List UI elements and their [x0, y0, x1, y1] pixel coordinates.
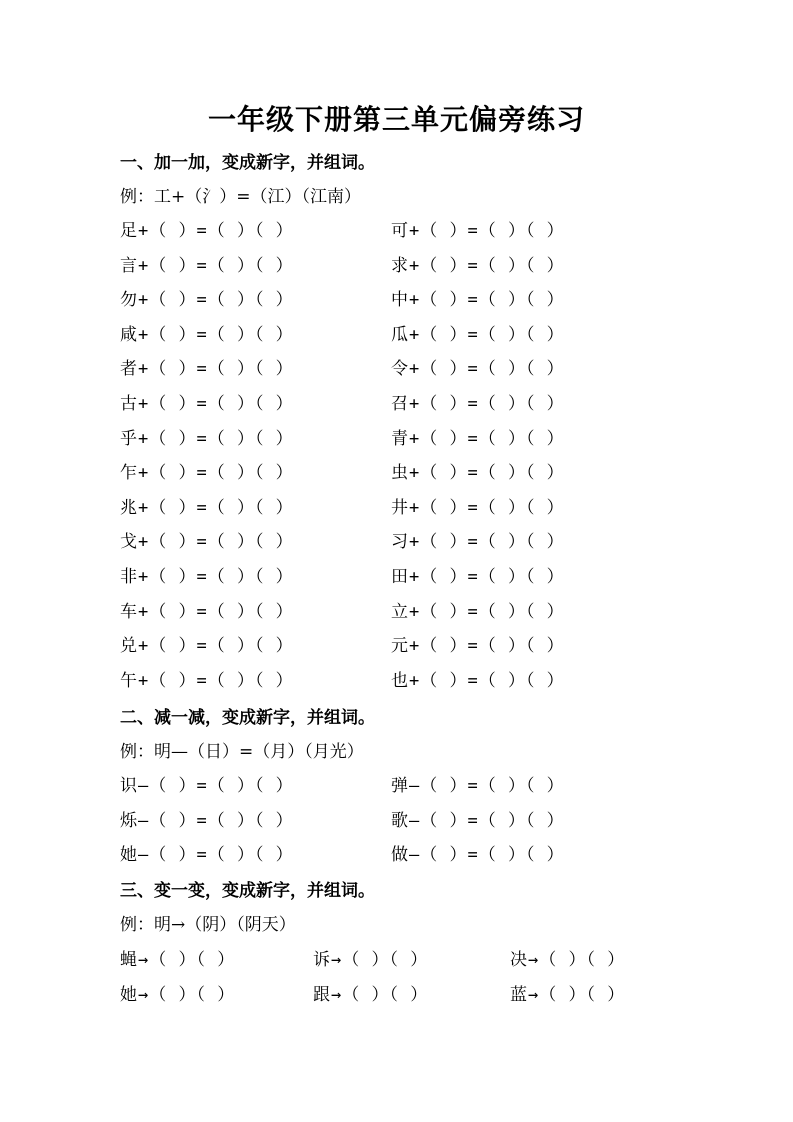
exercise-row — [0, 216, 793, 246]
exercise-item — [391, 493, 565, 518]
exercise-row — [0, 458, 793, 488]
answer-blanks: +（ ）=（ ）（ ） — [409, 532, 565, 553]
exercise-item — [391, 216, 565, 241]
answer-blanks: +（ ）=（ ）（ ） — [138, 463, 294, 484]
page-title: 一年级下册第三单元偏旁练习 — [207, 103, 585, 136]
exercise-item — [120, 840, 294, 865]
exercise-item — [391, 631, 565, 656]
answer-blanks: +（ ）=（ ）（ ） — [409, 428, 565, 449]
exercise-row — [0, 840, 793, 870]
base-character: 青 — [391, 428, 409, 449]
exercise-row — [0, 771, 793, 801]
base-character: 歌 — [391, 810, 409, 831]
answer-blanks: +（ ）=（ ）（ ） — [409, 394, 565, 414]
exercise-item — [391, 806, 565, 831]
exercise-row — [0, 562, 793, 592]
base-character: 言 — [120, 255, 138, 276]
base-character: 车 — [120, 601, 138, 622]
base-character: 烁 — [120, 810, 138, 831]
exercise-item — [120, 806, 294, 831]
exercise-item — [120, 980, 235, 1005]
answer-blanks: +（ ）=（ ）（ ） — [409, 324, 565, 345]
base-character: 令 — [391, 359, 409, 380]
exercise-row — [0, 945, 793, 975]
exercise-item — [120, 320, 294, 345]
answer-blanks: +（ ）=（ ）（ ） — [138, 601, 294, 622]
base-character: 咸 — [120, 324, 138, 345]
base-character: 立 — [391, 601, 409, 622]
base-character: 弹 — [391, 776, 409, 796]
base-character: 乎 — [120, 428, 138, 449]
exercise-row — [0, 980, 793, 1010]
exercise-item — [120, 354, 294, 379]
base-character: 勿 — [120, 290, 138, 311]
answer-blanks: →（ ）（ ） — [528, 984, 626, 1005]
base-character: 井 — [391, 497, 409, 518]
base-character: 跟 — [313, 984, 331, 1005]
exercise-item — [120, 597, 294, 622]
exercise-item — [120, 631, 294, 656]
answer-blanks: —（ ）=（ ）（ ） — [138, 776, 294, 796]
answer-blanks: +（ ）=（ ）（ ） — [409, 255, 565, 276]
base-character: 古 — [120, 394, 138, 414]
base-character: 戈 — [120, 532, 138, 553]
base-character: 元 — [391, 636, 409, 657]
answer-blanks: →（ ）（ ） — [331, 950, 429, 970]
exercise-row — [0, 320, 793, 350]
answer-blanks: +（ ）=（ ）（ ） — [138, 670, 294, 691]
base-character: 她 — [120, 845, 138, 866]
exercise-item — [120, 285, 294, 310]
answer-blanks: —（ ）=（ ）（ ） — [409, 776, 565, 796]
exercise-row — [0, 424, 793, 454]
exercise-item — [391, 771, 565, 796]
answer-blanks: +（ ）=（ ）（ ） — [409, 290, 565, 311]
answer-blanks: →（ ）（ ） — [138, 984, 236, 1005]
base-character: 她 — [120, 984, 138, 1005]
section1-heading: 一、加一加，变成新字，并组词。 — [120, 153, 375, 173]
answer-blanks: +（ ）=（ ）（ ） — [138, 497, 294, 518]
base-character: 者 — [120, 359, 138, 380]
base-character: 诉 — [313, 950, 331, 970]
base-character: 做 — [391, 845, 409, 866]
base-character: 田 — [391, 567, 409, 587]
base-character: 兆 — [120, 497, 138, 518]
exercise-item — [120, 458, 294, 483]
answer-blanks: +（ ）=（ ）（ ） — [409, 567, 565, 587]
answer-blanks: +（ ）=（ ）（ ） — [409, 601, 565, 622]
answer-blanks: +（ ）=（ ）（ ） — [138, 636, 294, 657]
answer-blanks: +（ ）=（ ）（ ） — [409, 636, 565, 657]
section2-example: 例：明—（日）=（月）（月光） — [120, 742, 364, 762]
base-character: 瓜 — [391, 324, 409, 345]
exercise-item — [120, 771, 294, 796]
answer-blanks: +（ ）=（ ）（ ） — [138, 532, 294, 553]
answer-blanks: —（ ）=（ ）（ ） — [138, 845, 294, 866]
base-character: 识 — [120, 776, 138, 796]
exercise-item — [120, 251, 294, 276]
answer-blanks: +（ ）=（ ）（ ） — [138, 428, 294, 449]
exercise-row — [0, 251, 793, 281]
section3-example: 例：明→（阴）（阴天） — [120, 915, 296, 935]
exercise-item — [120, 527, 294, 552]
answer-blanks: +（ ）=（ ）（ ） — [138, 567, 294, 587]
base-character: 乍 — [120, 463, 138, 484]
exercise-item — [391, 458, 565, 483]
answer-blanks: +（ ）=（ ）（ ） — [138, 359, 294, 380]
answer-blanks: +（ ）=（ ）（ ） — [409, 359, 565, 380]
exercise-item — [120, 389, 294, 414]
exercise-item — [510, 945, 625, 970]
base-character: 非 — [120, 567, 138, 587]
exercise-row — [0, 527, 793, 557]
answer-blanks: +（ ）=（ ）（ ） — [138, 324, 294, 345]
exercise-item — [120, 493, 294, 518]
exercise-item — [120, 945, 235, 970]
exercise-item — [391, 424, 565, 449]
base-character: 虫 — [391, 463, 409, 484]
base-character: 中 — [391, 290, 409, 311]
base-character: 求 — [391, 255, 409, 276]
exercise-row — [0, 389, 793, 419]
exercise-row — [0, 597, 793, 627]
answer-blanks: +（ ）=（ ）（ ） — [138, 255, 294, 276]
exercise-row — [0, 354, 793, 384]
exercise-item — [510, 980, 625, 1005]
exercise-item — [391, 666, 565, 691]
exercise-item — [120, 562, 294, 587]
exercise-row — [0, 285, 793, 315]
exercise-item — [391, 354, 565, 379]
exercise-item — [391, 840, 565, 865]
answer-blanks: +（ ）=（ ）（ ） — [409, 670, 565, 691]
exercise-row — [0, 666, 793, 696]
answer-blanks: +（ ）=（ ）（ ） — [138, 221, 294, 241]
exercise-item — [313, 945, 428, 970]
answer-blanks: —（ ）=（ ）（ ） — [138, 810, 294, 831]
base-character: 习 — [391, 532, 409, 553]
base-character: 决 — [510, 950, 528, 970]
answer-blanks: +（ ）=（ ）（ ） — [409, 463, 565, 484]
exercise-row — [0, 631, 793, 661]
exercise-item — [391, 320, 565, 345]
answer-blanks: →（ ）（ ） — [331, 984, 429, 1005]
exercise-item — [391, 285, 565, 310]
base-character: 蓝 — [510, 984, 528, 1005]
answer-blanks: →（ ）（ ） — [528, 950, 626, 970]
exercise-item — [391, 562, 565, 587]
exercise-item — [391, 597, 565, 622]
exercise-row — [0, 806, 793, 836]
answer-blanks: +（ ）=（ ）（ ） — [409, 221, 565, 241]
exercise-item — [391, 527, 565, 552]
base-character: 兑 — [120, 636, 138, 657]
answer-blanks: +（ ）=（ ）（ ） — [409, 497, 565, 518]
answer-blanks: +（ ）=（ ）（ ） — [138, 290, 294, 311]
exercise-item — [120, 424, 294, 449]
base-character: 召 — [391, 394, 409, 414]
section1-example: 例：工+（氵）=（江）（江南） — [120, 187, 361, 207]
answer-blanks: +（ ）=（ ）（ ） — [138, 394, 294, 414]
exercise-item — [313, 980, 428, 1005]
answer-blanks: —（ ）=（ ）（ ） — [409, 810, 565, 831]
base-character: 午 — [120, 670, 138, 691]
base-character: 可 — [391, 221, 409, 241]
base-character: 足 — [120, 221, 138, 241]
section3-heading: 三、变一变，变成新字，并组词。 — [120, 881, 375, 901]
base-character: 蝇 — [120, 950, 138, 970]
base-character: 也 — [391, 670, 409, 691]
exercise-row — [0, 493, 793, 523]
exercise-item — [120, 216, 294, 241]
section2-heading: 二、减一减，变成新字，并组词。 — [120, 708, 375, 728]
exercise-item — [120, 666, 294, 691]
exercise-item — [391, 389, 565, 414]
exercise-item — [391, 251, 565, 276]
answer-blanks: →（ ）（ ） — [138, 950, 236, 970]
answer-blanks: —（ ）=（ ）（ ） — [409, 845, 565, 866]
